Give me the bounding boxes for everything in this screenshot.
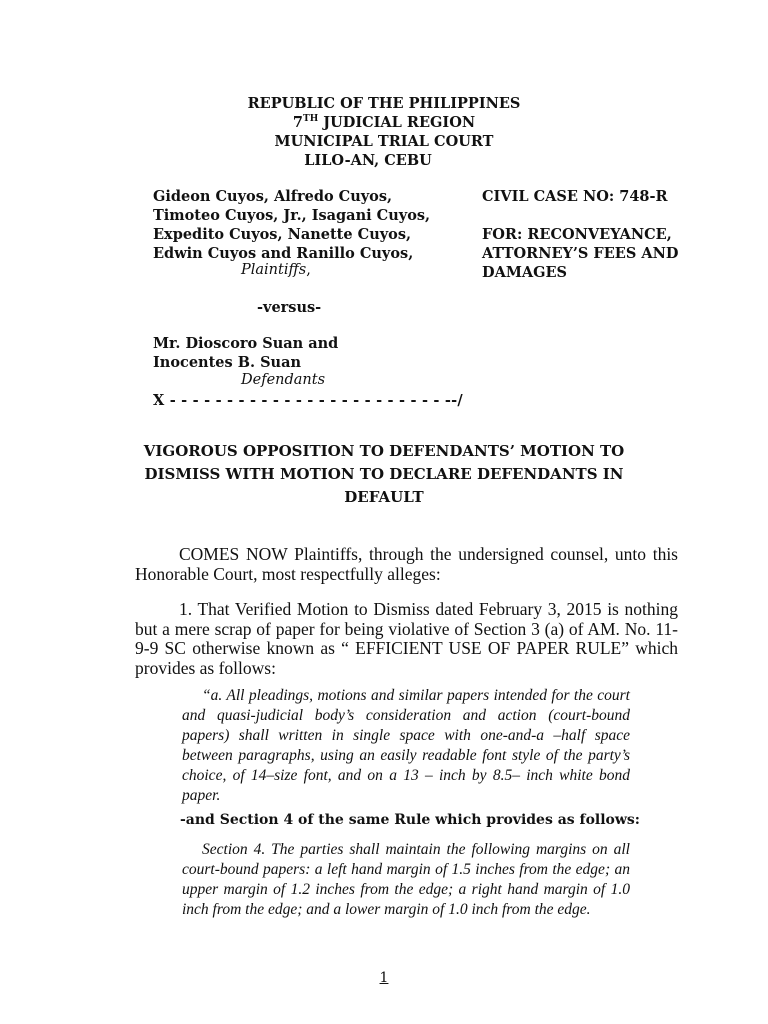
defendant-line: Mr. Dioscoro Suan and bbox=[153, 335, 339, 352]
paragraph-one: 1. That Verified Motion to Dismiss dated February 3, 2015 is nothing but a mere scrap of paper for being violative of Section 3 (a) of AM. No. 11-9-9 SC otherwise known as “ EFFICIENT USE OF PAPER RULE” which provides as follows: bbox=[135, 599, 678, 678]
case-number: CIVIL CASE NO: 748-R bbox=[482, 188, 668, 205]
case-for-line: DAMAGES bbox=[482, 264, 568, 281]
motion-title-line: VIGOROUS OPPOSITION TO DEFENDANTS’ MOTION TO bbox=[143, 442, 625, 460]
plaintiff-line: Gideon Cuyos, Alfredo Cuyos, bbox=[153, 188, 393, 205]
motion-title-line: DISMISS WITH MOTION TO DECLARE DEFENDANTS IN bbox=[144, 465, 624, 483]
plaintiff-line: Expedito Cuyos, Nanette Cuyos, bbox=[153, 226, 412, 243]
quote-section-3a: “a. All pleadings, motions and similar papers intended for the court and quasi-judicial body’s consideration and action (court-bound papers) shall written in single space with one-and-a –half space between paragraphs, using an easily readable font style of the party’s choice, of 14–size font, and on a 13 – inch by 8.5– inch white bond paper. bbox=[182, 687, 630, 804]
defendant-line: Inocentes B. Suan bbox=[153, 354, 302, 371]
page-number: 1 bbox=[379, 970, 389, 986]
intro-paragraph: COMES NOW Plaintiffs, through the undersigned counsel, unto this Honorable Court, most respectfully alleges: bbox=[135, 544, 678, 584]
case-for-line: ATTORNEY’S FEES AND bbox=[482, 245, 679, 262]
quote-section-4: Section 4. The parties shall maintain the following margins on all court-bound papers: a left hand margin of 1.5 inches from the edge; an upper margin of 1.2 inches from the edge; a right hand margin of 1.0 inch from the edge; and a lower margin of 1.0 inch from the edge. bbox=[182, 841, 630, 918]
header-location: LILO-AN, CEBU bbox=[304, 152, 432, 169]
region-suffix: TH bbox=[303, 114, 319, 125]
plaintiff-line: Edwin Cuyos and Ranillo Cuyos, bbox=[153, 245, 414, 262]
caption-separator: X - - - - - - - - - - - - - - - - - - - - - - - - --/ bbox=[153, 392, 463, 409]
plaintiffs-label-text: Plaintiffs bbox=[241, 262, 307, 278]
region-text: JUDICIAL REGION bbox=[318, 114, 476, 131]
plaintiffs-label-comma: , bbox=[306, 262, 311, 278]
header-republic: REPUBLIC OF THE PHILIPPINES bbox=[247, 95, 521, 112]
plaintiffs-label bbox=[241, 262, 311, 278]
plaintiff-line: Timoteo Cuyos, Jr., Isagani Cuyos, bbox=[153, 207, 431, 224]
versus: -versus- bbox=[257, 299, 322, 316]
case-for-line: FOR: RECONVEYANCE, bbox=[482, 226, 672, 243]
defendants-label: Defendants bbox=[241, 372, 326, 388]
motion-title-line: DEFAULT bbox=[344, 488, 424, 506]
header-court: MUNICIPAL TRIAL COURT bbox=[274, 133, 494, 150]
section-4-intro: -and Section 4 of the same Rule which provides as follows: bbox=[180, 812, 640, 828]
header-judicial-region bbox=[0, 114, 768, 131]
region-number: 7 bbox=[292, 114, 303, 131]
